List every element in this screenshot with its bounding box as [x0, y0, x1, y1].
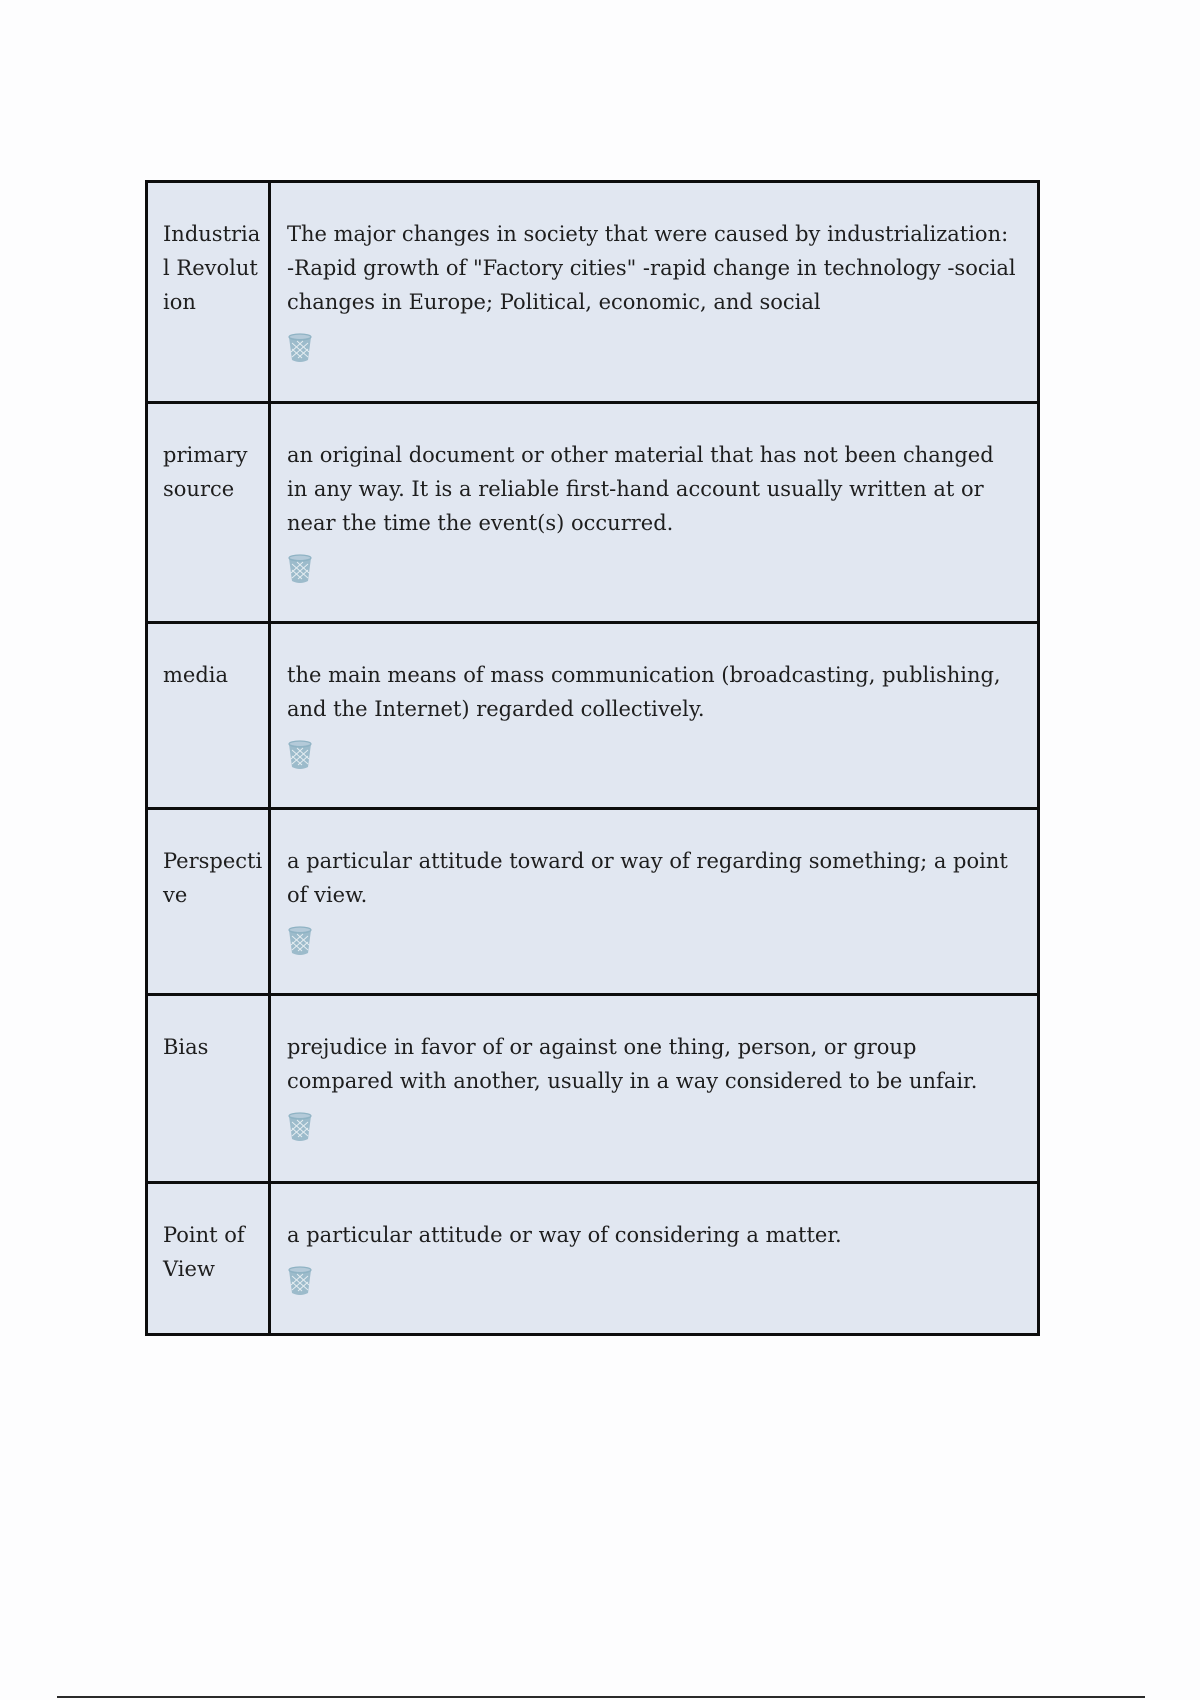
table-row: [147, 809, 1039, 995]
definition-cell: [270, 182, 1039, 403]
term-cell: [147, 403, 270, 623]
term-cell: [147, 182, 270, 403]
table-row: [147, 623, 1039, 809]
term: primary source: [163, 443, 248, 501]
definition-cell: [270, 403, 1039, 623]
term: Perspective: [163, 849, 263, 907]
term: Point of View: [163, 1223, 245, 1281]
term-cell: [147, 623, 270, 809]
definition-cell: [270, 995, 1039, 1183]
definition: The major changes in society that were caused by industrialization: -Rapid growth of "Factory cities" -rapid change in technology -social changes in Europe; Political, economic, and social: [287, 222, 1016, 314]
definition: a particular attitude toward or way of regarding something; a point of view.: [287, 849, 1008, 907]
definition-cell: [270, 1183, 1039, 1335]
table-row: [147, 182, 1039, 403]
term: Industrial Revolution: [163, 222, 261, 314]
term-cell: [147, 1183, 270, 1335]
table-row: [147, 1183, 1039, 1335]
table-row: [147, 403, 1039, 623]
term-cell: [147, 995, 270, 1183]
table-row: [147, 995, 1039, 1183]
term: media: [163, 663, 229, 687]
bottom-rule: [57, 1696, 1145, 1698]
definition-cell: [270, 809, 1039, 995]
definition: an original document or other material that has not been changed in any way. It is a reliable first-hand account usually written at or near the time the event(s) occurred.: [287, 443, 994, 535]
definition-cell: [270, 623, 1039, 809]
trash-icon[interactable]: [287, 333, 313, 363]
term: Bias: [163, 1035, 209, 1059]
definition: prejudice in favor of or against one thing, person, or group compared with another, usually in a way considered to be unfair.: [287, 1035, 978, 1093]
trash-icon[interactable]: [287, 1112, 313, 1142]
vocabulary-table: [145, 180, 1040, 1336]
trash-icon[interactable]: [287, 1266, 313, 1296]
definition: the main means of mass communication (broadcasting, publishing, and the Internet) regarded collectively.: [287, 663, 1001, 721]
definition: a particular attitude or way of considering a matter.: [287, 1223, 842, 1247]
trash-icon[interactable]: [287, 926, 313, 956]
term-cell: [147, 809, 270, 995]
trash-icon[interactable]: [287, 740, 313, 770]
trash-icon[interactable]: [287, 554, 313, 584]
